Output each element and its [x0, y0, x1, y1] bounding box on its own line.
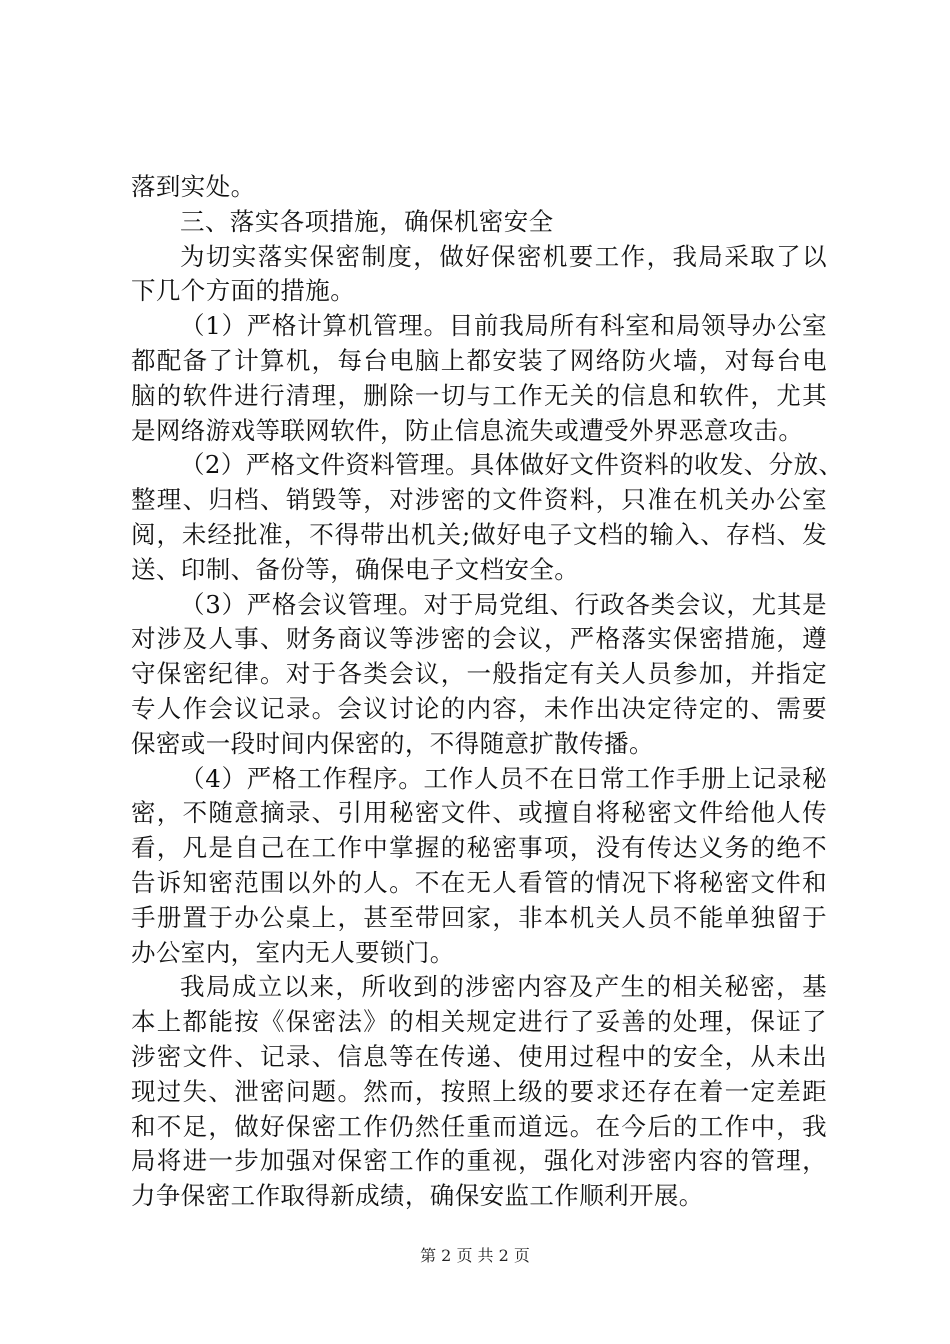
text-line: 都配备了计算机，每台电脑上都安装了网络防火墙，对每台电: [131, 345, 827, 375]
text-line: 整理、归档、销毁等，对涉密的文件资料，只准在机关办公室: [131, 485, 827, 515]
text-line: 阅，未经批准，不得带出机关;做好电子文档的输入、存档、发: [131, 519, 827, 549]
page-number: 第 2 页 共 2 页: [420, 1246, 530, 1265]
text-line: 局将进一步加强对保密工作的重视，强化对涉密内容的管理，: [131, 1146, 827, 1176]
page-footer: [0, 1246, 950, 1266]
text-line: 脑的软件进行清理，删除一切与工作无关的信息和软件，尤其: [131, 380, 827, 410]
text-line: （2）严格文件资料管理。具体做好文件资料的收发、分放、: [180, 450, 844, 480]
text-line: 落到实处。: [131, 172, 256, 201]
text-line: 和不足，做好保密工作仍然任重而道远。在今后的工作中，我: [131, 1111, 827, 1141]
section-heading: 三、落实各项措施，确保机密安全: [180, 206, 554, 236]
text-line: 对涉及人事、财务商议等涉密的会议，严格落实保密措施，遵: [131, 624, 827, 654]
text-line: 为切实落实保密制度，做好保密机要工作，我局采取了以: [180, 241, 827, 271]
text-line: 看，凡是自己在工作中掌握的秘密事项，没有传达义务的绝不: [131, 833, 827, 863]
text-line: 本上都能按《保密法》的相关规定进行了妥善的处理，保证了: [131, 1007, 827, 1037]
text-line: 涉密文件、记录、信息等在传递、使用过程中的安全，从未出: [131, 1041, 827, 1071]
text-line: （4）严格工作程序。工作人员不在日常工作手册上记录秘: [180, 763, 827, 793]
text-line: 办公室内，室内无人要锁门。: [131, 937, 455, 967]
text-line: 保密或一段时间内保密的，不得随意扩散传播。: [131, 728, 654, 758]
text-line: 是网络游戏等联网软件，防止信息流失或遭受外界恶意攻击。: [131, 415, 804, 445]
text-line: 我局成立以来，所收到的涉密内容及产生的相关秘密，基: [180, 972, 827, 1002]
text-line: 守保密纪律。对于各类会议，一般指定有关人员参加，并指定: [131, 659, 827, 689]
text-line: 专人作会议记录。会议讨论的内容，未作出决定待定的、需要: [131, 693, 827, 723]
text-line: 密，不随意摘录、引用秘密文件、或擅自将秘密文件给他人传: [131, 798, 827, 828]
document-body: [131, 170, 844, 1214]
text-line: （1）严格计算机管理。目前我局所有科室和局领导办公室: [180, 311, 827, 341]
text-line: 送、印制、备份等，确保电子文档安全。: [131, 554, 580, 584]
text-line: 手册置于办公桌上，甚至带回家，非本机关人员不能单独留于: [131, 902, 827, 932]
text-line: 力争保密工作取得新成绩，确保安监工作顺利开展。: [131, 1181, 704, 1211]
text-line: 下几个方面的措施。: [131, 276, 356, 306]
text-line: （3）严格会议管理。对于局党组、行政各类会议，尤其是: [180, 589, 827, 619]
text-line: 告诉知密范围以外的人。不在无人看管的情况下将秘密文件和: [131, 867, 827, 897]
text-line: 现过失、泄密问题。然而，按照上级的要求还存在着一定差距: [131, 1076, 827, 1106]
